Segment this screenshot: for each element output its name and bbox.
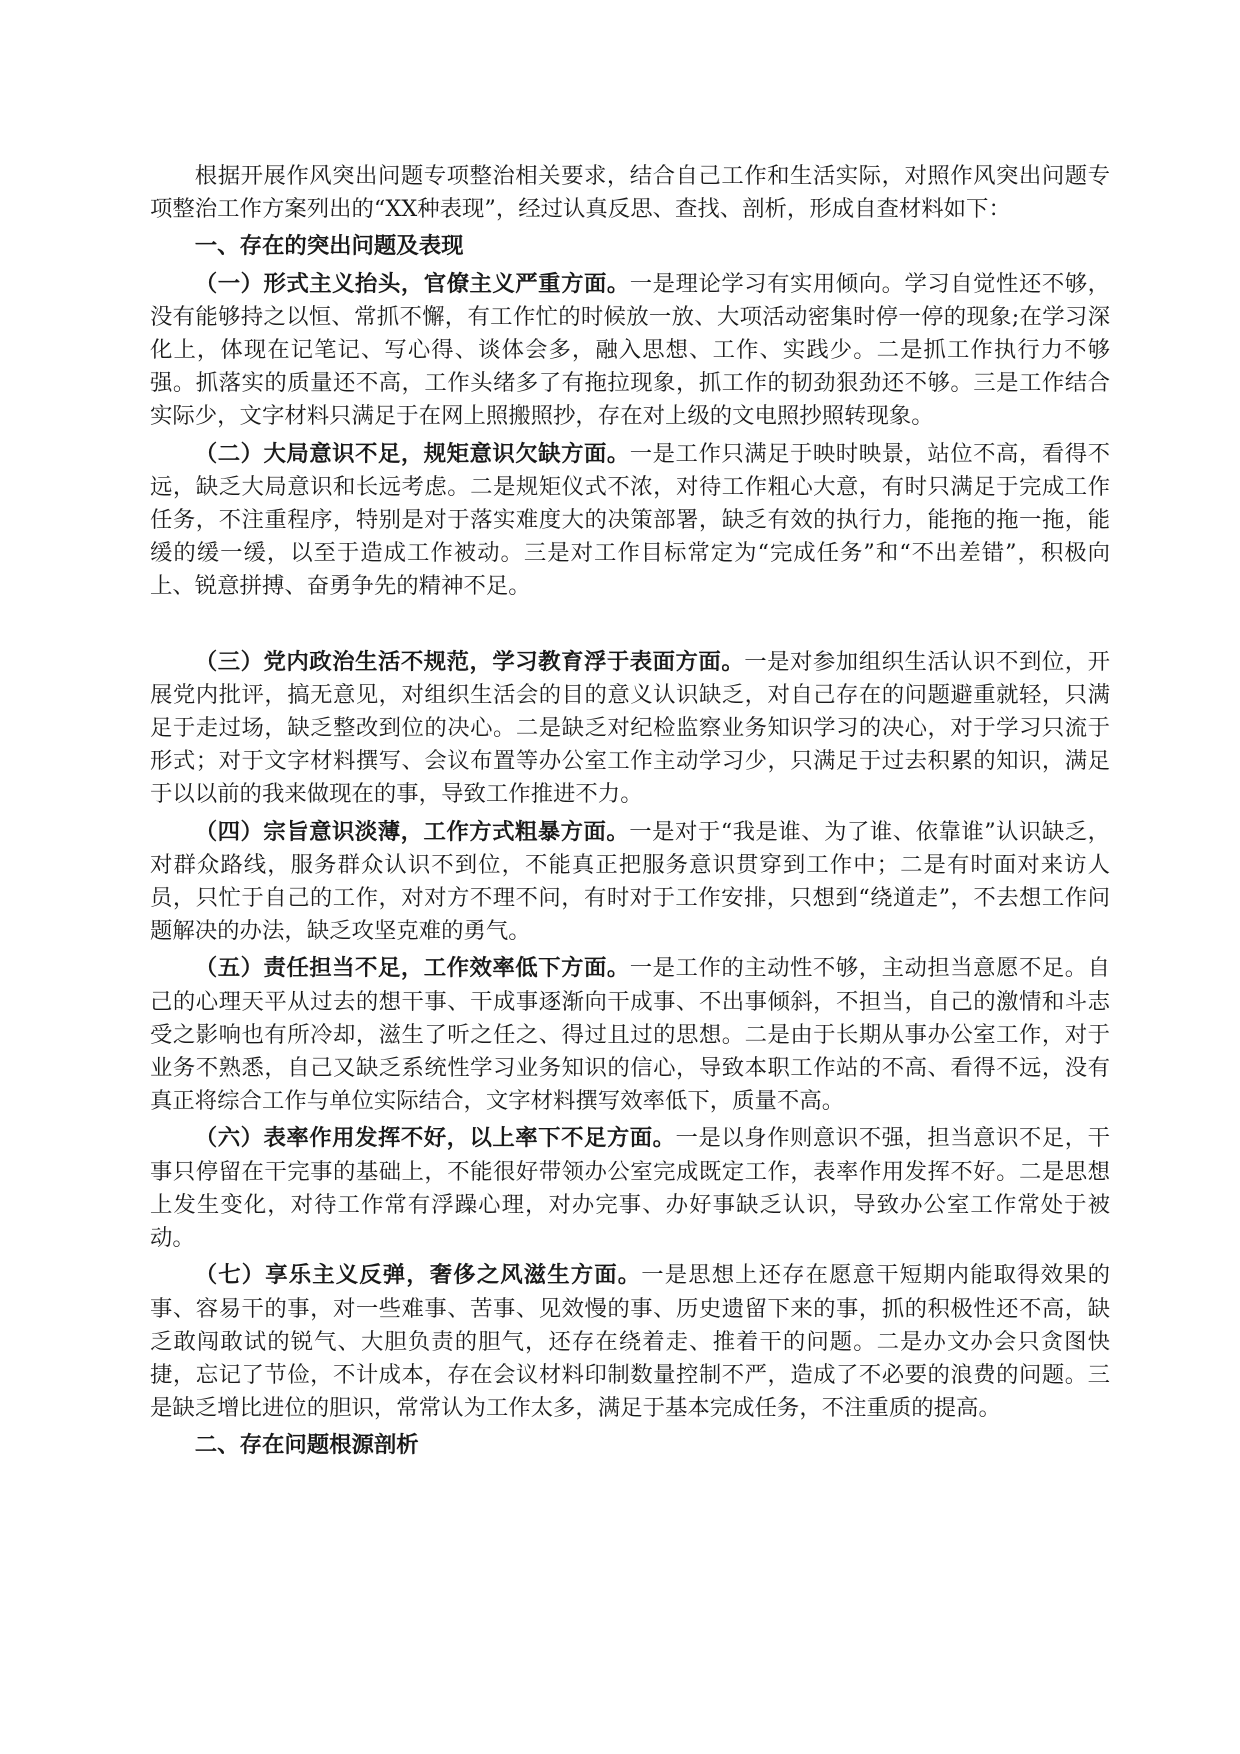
- section-heading-2: 二、存在问题根源剖析: [194, 1432, 419, 1459]
- section-heading-1: 一、存在的突出问题及表现: [194, 233, 464, 260]
- item-paragraph-2: [150, 438, 1110, 604]
- item-paragraph-3: [150, 646, 1110, 812]
- item-title-3: （三）党内政治生活不规范，学习教育浮于表面方面。: [194, 648, 745, 675]
- item-body-1: 一是理论学习有实用倾向。学习自觉性还不够，没有能够持之以恒、常抓不懈，有工作忙的时候放一放、大项活动密集时停一停的现象;在学习深化上，体现在记笔记、写心得、谈体会多，融入思想、工作、实践少。二是抓工作执行力不够强。抓落实的质量还不高，工作头绪多了有拖拉现象，抓工作的韧劲狠劲还不够。三是工作结合实际少，文字材料只满足于在网上照搬照抄，存在对上级的文电照抄照转现象。: [150, 270, 1111, 430]
- item-paragraph-6: [150, 1122, 1110, 1255]
- item-paragraph-7: [150, 1259, 1110, 1425]
- intro-paragraph: 根据开展作风突出问题专项整治相关要求，结合自己工作和生活实际，对照作风突出问题专项整治工作方案列出的“XX种表现”，经过认真反思、查找、剖析，形成自查材料如下：: [150, 163, 1110, 223]
- item-body-6: 一是以身作则意识不强，担当意识不足，干事只停留在干完事的基础上，不能很好带领办公室完成既定工作，表率作用发挥不好。二是思想上发生变化，对待工作常有浮躁心理，对办完事、办好事缺乏认识，导致办公室工作常处于被动。: [150, 1125, 1111, 1252]
- item-title-2: （二）大局意识不足，规矩意识欠缺方面。: [194, 440, 630, 467]
- document-page: [150, 160, 1110, 1467]
- item-paragraph-1: [150, 268, 1110, 434]
- item-body-5: 一是工作的主动性不够，主动担当意愿不足。自己的心理天平从过去的想干事、干成事逐渐向干成事、不出事倾斜，不担当，自己的激情和斗志受之影响也有所冷却，滋生了听之任之、得过且过的思想。二是由于长期从事办公室工作，对于业务不熟悉，自己又缺乏系统性学习业务知识的信心，导致本职工作站的不高、看得不远，没有真正将综合工作与单位实际结合，文字材料撰写效率低下，质量不高。: [150, 955, 1111, 1115]
- item-title-6: （六）表率作用发挥不好，以上率下不足方面。: [194, 1125, 676, 1152]
- item-paragraph-5: [150, 952, 1110, 1118]
- item-title-4: （四）宗旨意识淡薄，工作方式粗暴方面。: [194, 818, 630, 845]
- paragraph-gap: [150, 608, 1110, 646]
- item-title-5: （五）责任担当不足，工作效率低下方面。: [194, 955, 630, 982]
- item-body-3: 一是对参加组织生活认识不到位，开展党内批评，搞无意见，对组织生活会的目的意义认识缺乏，对自己存在的问题避重就轻，只满足于走过场，缺乏整改到位的决心。二是缺乏对纪检监察业务知识学习的决心，对于学习只流于形式；对于文字材料撰写、会议布置等办公室工作主动学习少，只满足于过去积累的知识，满足于以以前的我来做现在的事，导致工作推进不力。: [150, 648, 1111, 808]
- item-body-4: 一是对于“我是谁、为了谁、依靠谁”认识缺乏，对群众路线，服务群众认识不到位，不能真正把服务意识贯穿到工作中；二是有时面对来访人员，只忙于自己的工作，对对方不理不问，有时对于工作安排，只想到“绕道走”，不去想工作问题解决的办法，缺乏攻坚克难的勇气。: [150, 818, 1110, 945]
- item-title-1: （一）形式主义抬头，官僚主义严重方面。: [194, 270, 630, 297]
- item-body-2: 一是工作只满足于映时映景，站位不高，看得不远，缺乏大局意识和长远考虑。二是规矩仪式不浓，对待工作粗心大意，有时只满足于完成工作任务，不注重程序，特别是对于落实难度大的决策部署，缺乏有效的执行力，能拖的拖一拖，能缓的缓一缓，以至于造成工作被动。三是对工作目标常定为“完成任务”和“不出差错”，积极向上、锐意拼搏、奋勇争先的精神不足。: [150, 440, 1111, 600]
- item-body-7: 一是思想上还存在愿意干短期内能取得效果的事、容易干的事，对一些难事、苦事、见效慢的事、历史遗留下来的事，抓的积极性还不高，缺乏敢闯敢试的锐气、大胆负责的胆气，还存在绕着走、推着干的问题。二是办文办会只贪图快捷，忘记了节俭，不计成本，存在会议材料印制数量控制不严，造成了不必要的浪费的问题。三是缺乏增比进位的胆识，常常认为工作太多，满足于基本完成任务，不注重质的提高。: [150, 1262, 1110, 1422]
- item-paragraph-4: [150, 816, 1110, 949]
- item-title-7: （七）享乐主义反弹，奢侈之风滋生方面。: [194, 1262, 642, 1289]
